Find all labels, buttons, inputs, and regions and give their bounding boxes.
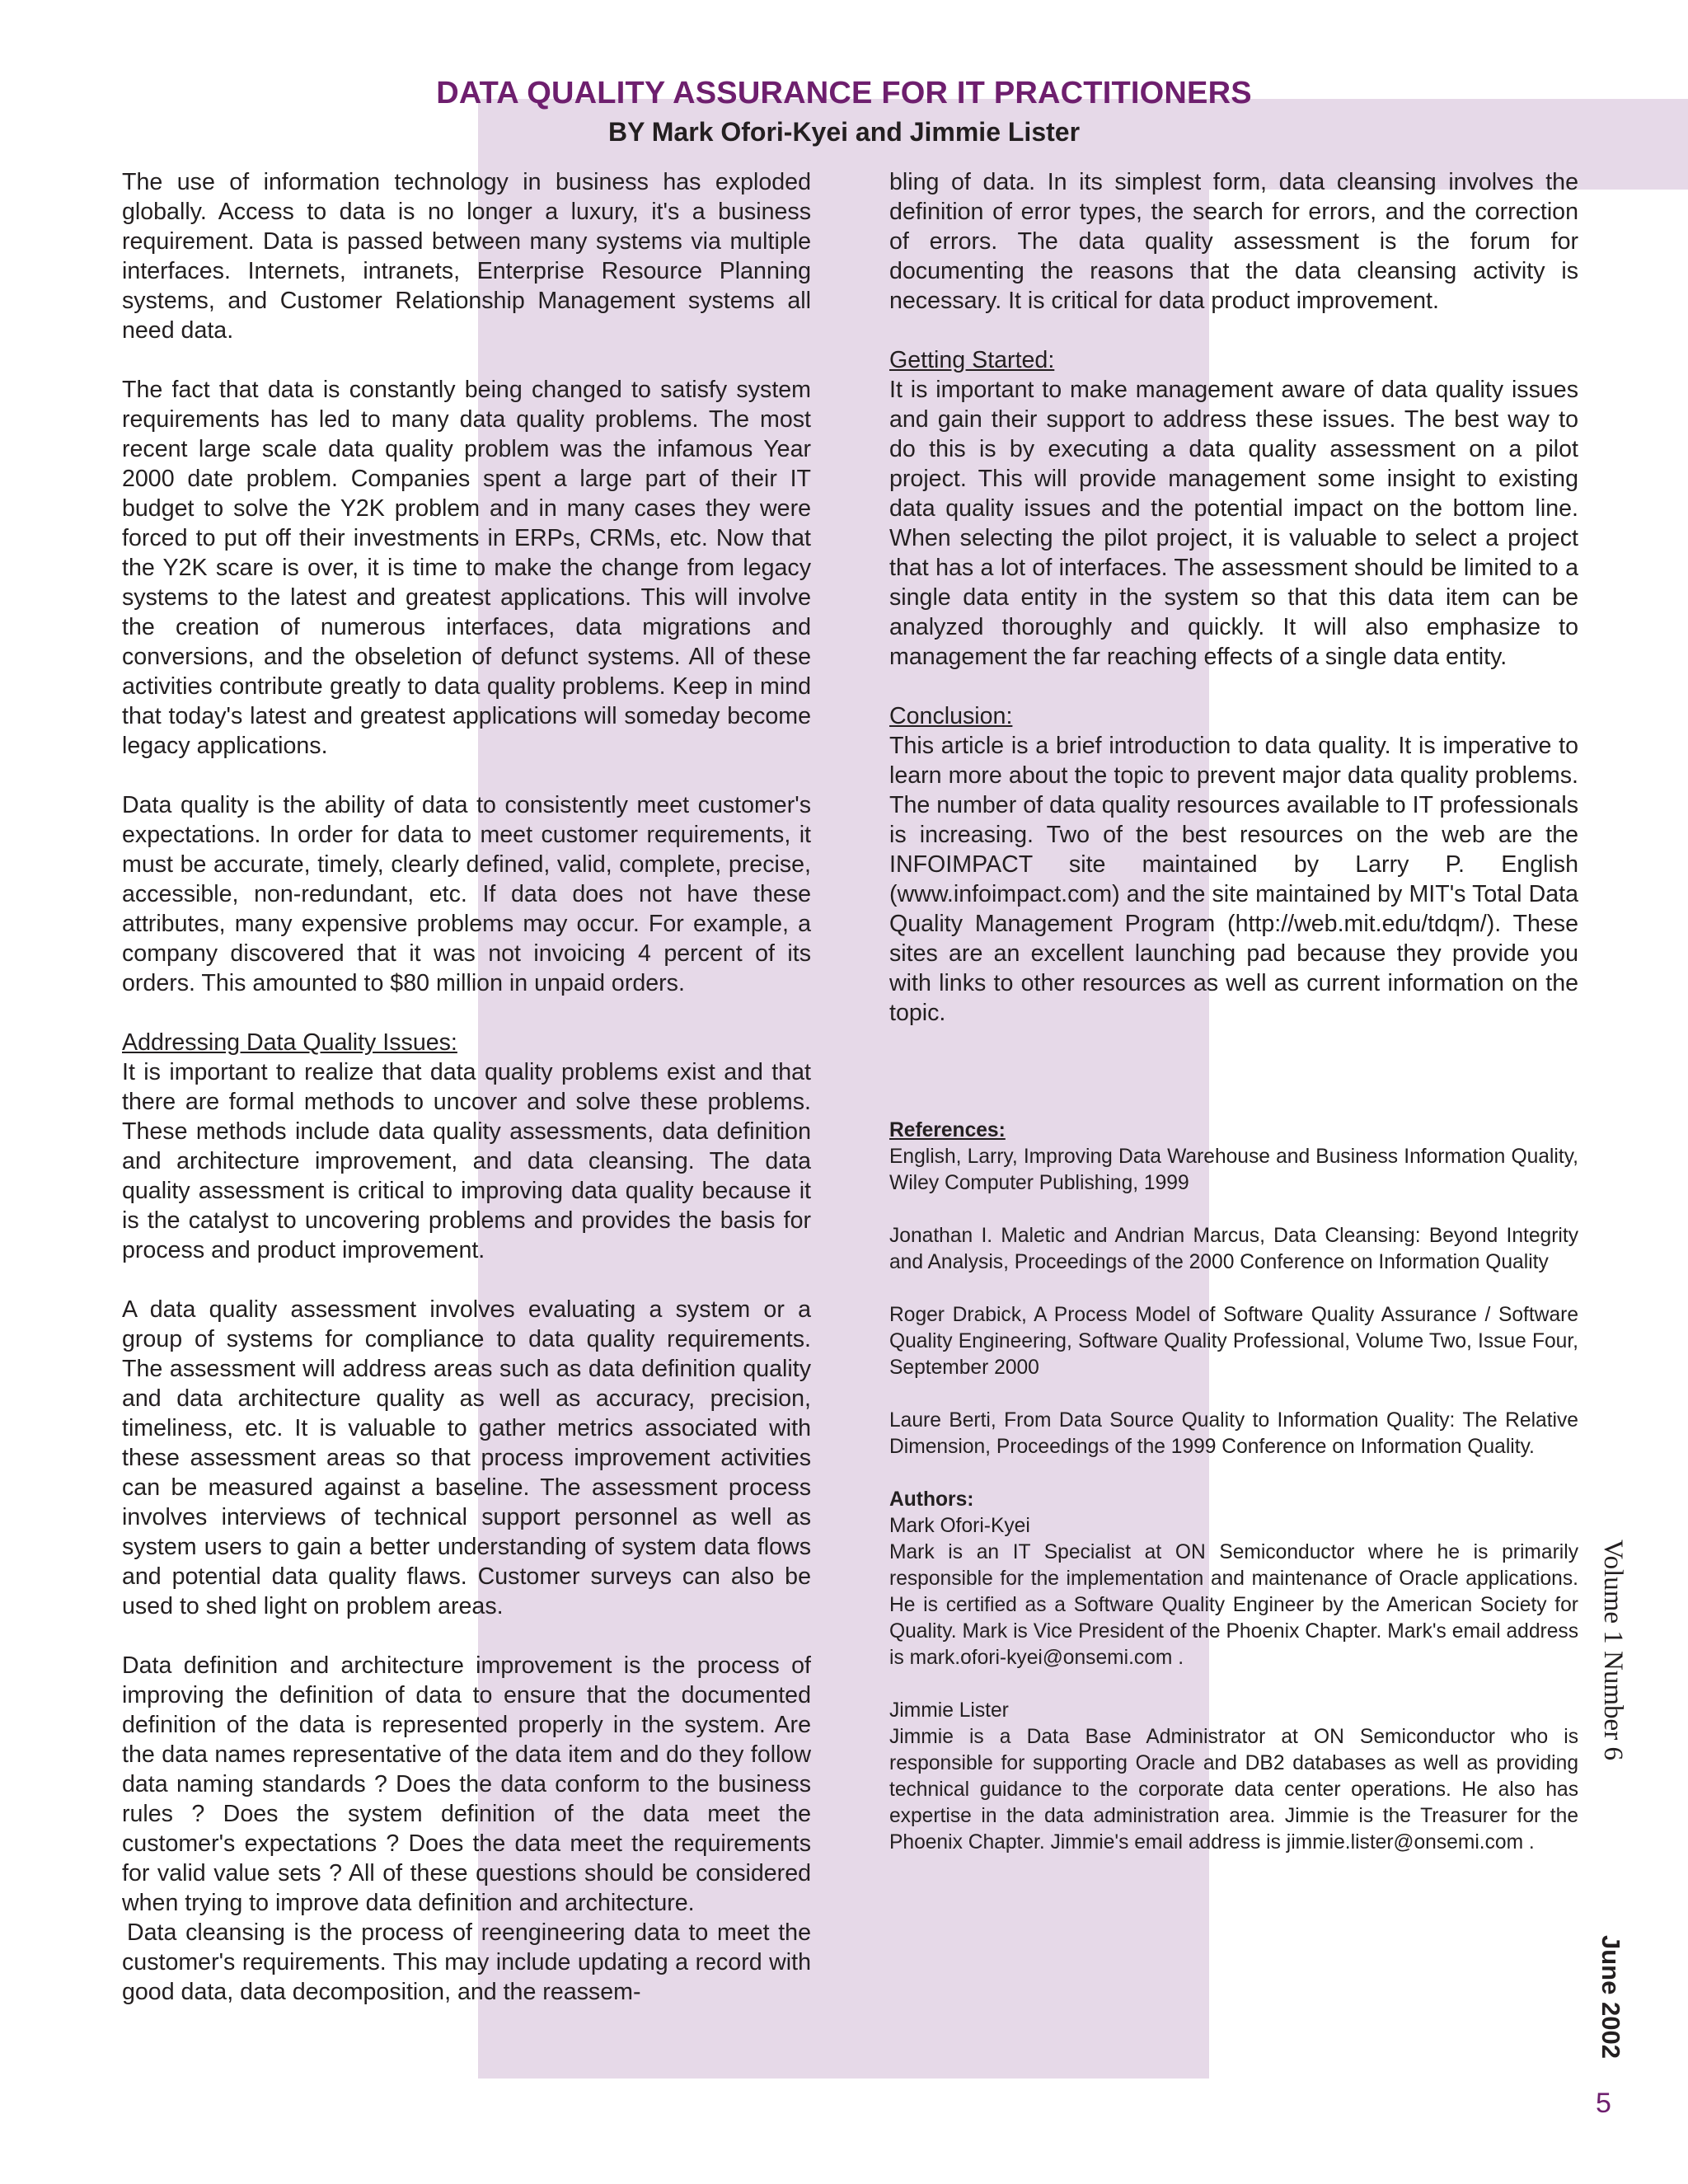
paragraph: Data cleansing is the process of reengineering data to meet the customer's requirements. This may include updating a record with good data, data decomposition, and the reassem- — [122, 1919, 811, 2005]
left-column — [122, 167, 811, 2007]
author-bio: Mark is an IT Specialist at ON Semiconductor where he is primarily responsible for the implementation and maintenance of Oracle applications. He is certified as a Software Quality Engineer by the American Society for Quality. Mark is Vice President of the Phoenix Chapter. Mark's email address is mark.ofori-kyei@onsemi.com . — [889, 1541, 1578, 1669]
author-bio: Jimmie is a Data Base Administrator at ON Semiconductor who is responsible for supporting Oracle and DB2 databases as well as providing technical guidance to the corporate data center operations. He also has expertise in the data administration area. Jimmie is the Treasurer for the Phoenix Chapter. Jimmie's email address is jimmie.lister@onsemi.com . — [889, 1726, 1578, 1854]
paragraph: bling of data. In its simplest form, data cleansing involves the definition of error types, the search for errors, and the correction of errors. The data quality assessment is the forum for documenting the reasons that the data cleansing activity is necessary. It is critical for data product improvement. — [889, 169, 1578, 314]
paragraph: A data quality assessment involves evaluating a system or a group of systems for compliance to data quality requirements. The assessment will address areas such as data definition quality and data architecture quality as well as accuracy, precision, timeliness, etc. It is valuable to gather metrics associated with these assessment areas so that process improvement activities can be measured against a baseline. The assessment process involves interviews of technical support personnel as well as system users to gain a better understanding of system data flows and potential data quality flaws. Customer surveys can also be used to shed light on problem areas. — [122, 1296, 811, 1619]
section-heading-addressing: Addressing Data Quality Issues: — [122, 1029, 457, 1056]
section-heading-getting-started: Getting Started: — [889, 347, 1055, 373]
volume-label: Volume 1 Number 6 — [1598, 1540, 1628, 1760]
paragraph: The use of information technology in business has exploded globally. Access to data is no longer a luxury, it's a business requirement. Data is passed between many systems via multiple interfaces. Internets, intranets, Enterprise Resource Planning systems, and Customer Relationship Management systems all need data. — [122, 169, 811, 344]
reference-item: English, Larry, Improving Data Warehouse and Business Information Quality, Wiley Computer Publishing, 1999 — [889, 1146, 1578, 1194]
reference-item: Roger Drabick, A Process Model of Software Quality Assurance / Software Quality Engineering, Software Quality Professional, Volume Two, Issue Four, September 2000 — [889, 1304, 1578, 1379]
article-title: DATA QUALITY ASSURANCE FOR IT PRACTITIONERS — [436, 76, 1252, 110]
right-column — [889, 167, 1578, 1057]
authors-heading: Authors: — [889, 1488, 974, 1511]
page-number: 5 — [1596, 2088, 1611, 2119]
reference-item: Jonathan I. Maletic and Andrian Marcus, Data Cleansing: Beyond Integrity and Analysis, Proceedings of the 2000 Conference on Information Quality — [889, 1225, 1578, 1273]
references-heading: References: — [889, 1119, 1006, 1141]
author-name: Mark Ofori-Kyei — [889, 1515, 1030, 1537]
section-heading-conclusion: Conclusion: — [889, 703, 1013, 729]
reference-item: Laure Berti, From Data Source Quality to Information Quality: The Relative Dimension, Proceedings of the 1999 Conference on Information Quality. — [889, 1409, 1578, 1458]
paragraph: The fact that data is constantly being changed to satisfy system requirements has led to many data quality problems. The most recent large scale data quality problem was the infamous Year 2000 date problem. Companies spent a large part of their IT budget to solve the Y2K problem and in many cases they were forced to put off their investments in ERPs, CRMs, etc. Now that the Y2K scare is over, it is time to make the change from legacy systems to the latest and greatest applications. This will involve the creation of numerous interfaces, data migrations and conversions, and the obseletion of defunct systems. All of these activities contribute greatly to data quality problems. Keep in mind that today's latest and greatest applications will someday become legacy applications. — [122, 377, 811, 759]
issue-date: June 2002 — [1597, 1935, 1625, 2059]
paragraph: Data definition and architecture improvement is the process of improving the definition of data to ensure that the documented definition of the data is represented properly in the system. Are the data names representative of the data item and do they follow data naming standards ? Does the data conform to the business rules ? Does the system definition of the data meet the customer's expectations ? Does the data meet the requirements for valid value sets ? All of these questions should be considered when trying to improve data definition and architecture. — [122, 1652, 811, 1916]
paragraph: It is important to make management aware of data quality issues and gain their support to address these issues. The best way to do this is by executing a data quality assessment on a pilot project. This will provide management some insight to existing data quality issues and the potential impact on the bottom line. When selecting the pilot project, it is valuable to select a project that has a lot of interfaces. The assessment should be limited to a single data entity in the system so that this data item can be analyzed thoroughly and quickly. It will also emphasize to management the far reaching effects of a single data entity. — [889, 377, 1578, 670]
paragraph: This article is a brief introduction to data quality. It is imperative to learn more about the topic to prevent major data quality problems. The number of data quality resources available to IT professionals is increasing. Two of the best resources on the web are the INFOIMPACT site maintained by Larry P. English (www.infoimpact.com) and the site maintained by MIT's Total Data Quality Management Program (http://web.mit.edu/tdqm/). These sites are an excellent launching pad because they provide you with links to other resources as well as current information on the topic. — [889, 733, 1578, 1026]
paragraph: It is important to realize that data quality problems exist and that there are formal methods to uncover and solve these problems. These methods include data quality assessments, data definition and architecture improvement, and data cleansing. The data quality assessment is critical to improving data quality because it is the catalyst to uncovering problems and provides the basis for process and product improvement. — [122, 1059, 811, 1263]
paragraph: Data quality is the ability of data to consistently meet customer's expectations. In order for data to meet customer requirements, it must be accurate, timely, clearly defined, valid, complete, precise, accessible, non-redundant, etc. If data does not have these attributes, many expensive problems may occur. For example, a company discovered that it was not invoicing 4 percent of its orders. This amounted to $80 million in unpaid orders. — [122, 792, 811, 996]
author-name: Jimmie Lister — [889, 1699, 1009, 1722]
references-and-authors — [889, 1118, 1578, 1882]
article-byline: BY Mark Ofori-Kyei and Jimmie Lister — [607, 117, 1081, 147]
